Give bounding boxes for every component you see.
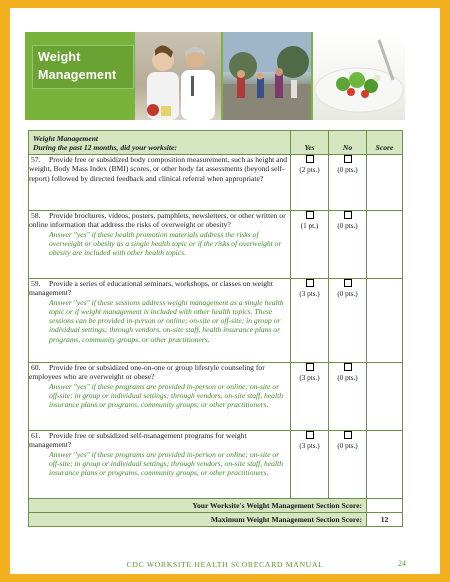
yes-checkbox[interactable]: [306, 155, 314, 163]
score-input-cell[interactable]: [367, 363, 403, 431]
no-column-header: No: [329, 131, 367, 155]
max-score-row: [29, 513, 403, 527]
question-text: Provide brochures, videos, posters, pamphlets, newsletters, or other written or online information that address the risks of overweight or obesity?: [29, 211, 286, 230]
photo-salad: [313, 32, 405, 120]
table-row: [29, 363, 403, 431]
no-choice[interactable]: (0 pts.): [329, 363, 367, 431]
no-checkbox[interactable]: [344, 155, 352, 163]
table-row: [29, 155, 403, 211]
yes-choice[interactable]: (1 pt.): [291, 211, 329, 279]
question-number: 57.: [31, 155, 41, 164]
no-choice[interactable]: (0 pts.): [329, 211, 367, 279]
yes-choice[interactable]: (3 pts.): [291, 279, 329, 363]
max-score-label: Maximum Weight Management Section Score:: [29, 513, 367, 527]
no-choice[interactable]: (0 pts.): [329, 155, 367, 211]
score-column-header: Score: [367, 131, 403, 155]
question-text: Provide free or subsidized body composition measurement, such as height and weight, Body Mass Index (BMI) scores, or other body fat assessments (beyond self-report) followed by directed feedback and clinical referral when appropriate?: [29, 155, 288, 183]
question-cell: [29, 363, 291, 431]
question-text: Provide free or subsidized self-management programs for weight management?: [29, 431, 247, 450]
question-number: 60.: [31, 363, 41, 372]
your-score-row: [29, 499, 403, 513]
yes-choice[interactable]: (3 pts.): [291, 363, 329, 431]
yes-column-header: Yes: [291, 131, 329, 155]
your-score-label: Your Worksite's Weight Management Section Score:: [29, 499, 367, 513]
manual-footer-title: CDC WORKSITE HEALTH SCORECARD MANUAL: [126, 560, 324, 569]
question-text: Provide free or subsidized one-on-one or group lifestyle counseling for employees who are overweight or obese?: [29, 363, 265, 382]
page-number: 24: [398, 559, 406, 568]
banner-title-panel: [25, 32, 130, 120]
no-checkbox[interactable]: [344, 431, 352, 439]
question-number: 59.: [31, 279, 41, 288]
no-choice[interactable]: (0 pts.): [329, 279, 367, 363]
no-choice[interactable]: (0 pts.): [329, 431, 367, 499]
question-cell: [29, 211, 291, 279]
answer-guidance: Answer "yes" if these programs are provided in-person or online; on-site or off-site; in group or individual settings; through vendors, on-site staff, health insurance plans or programs, community groups, or other practitioners.: [49, 381, 283, 410]
answer-guidance: Answer "yes" if these sessions address weight management as a single health topic or if weight management is included with other health topics. These sessions can be provided in-person or online; on-site or off-site; in group or individual settings; through vendors, on-site staff, health insurance plans or programs, community groups, or other practitioners.: [49, 297, 284, 344]
question-cell: [29, 431, 291, 499]
table-header: [29, 131, 403, 155]
question-cell: [29, 155, 291, 211]
question-cell: [29, 279, 291, 363]
question-number: 58.: [31, 211, 41, 220]
section-heading: Weight Management: [33, 134, 99, 143]
score-input-cell[interactable]: [367, 211, 403, 279]
yes-choice[interactable]: (2 pts.): [291, 155, 329, 211]
table-row: [29, 211, 403, 279]
table-row: [29, 279, 403, 363]
yes-checkbox[interactable]: [306, 431, 314, 439]
max-score-value: 12: [367, 513, 403, 527]
yes-checkbox[interactable]: [306, 363, 314, 371]
no-checkbox[interactable]: [344, 211, 352, 219]
answer-guidance: Answer "yes" if these programs are provided in-person or online; on-site or off-site; in group or individual settings; through vendors, on-site staff, health insurance plans or programs, community groups, or other practitioners.: [49, 449, 283, 478]
no-checkbox[interactable]: [344, 279, 352, 287]
banner-title: Weight Management: [38, 50, 117, 82]
score-input-cell[interactable]: [367, 279, 403, 363]
question-heading: During the past 12 months, did your worksite:: [33, 143, 177, 152]
answer-guidance: Answer "yes" if these health promotion materials address the risks of overweight or obesity as a single health topic or if the risks of overweight or obesity are included with other health topics.: [49, 229, 282, 258]
score-input-cell[interactable]: [367, 155, 403, 211]
photo-doctor-consultation: [135, 32, 221, 120]
no-checkbox[interactable]: [344, 363, 352, 371]
question-text: Provide a series of educational seminars, workshops, or classes on weight management?: [29, 279, 273, 298]
score-input-cell[interactable]: [367, 431, 403, 499]
question-number: 61.: [31, 431, 41, 440]
yes-choice[interactable]: (3 pts.): [291, 431, 329, 499]
yes-checkbox[interactable]: [306, 279, 314, 287]
photo-people-walking: [223, 32, 311, 120]
your-score-value[interactable]: [367, 499, 403, 513]
scorecard-table: [28, 130, 403, 527]
table-row: [29, 431, 403, 499]
yes-checkbox[interactable]: [306, 211, 314, 219]
section-banner: [25, 32, 405, 120]
